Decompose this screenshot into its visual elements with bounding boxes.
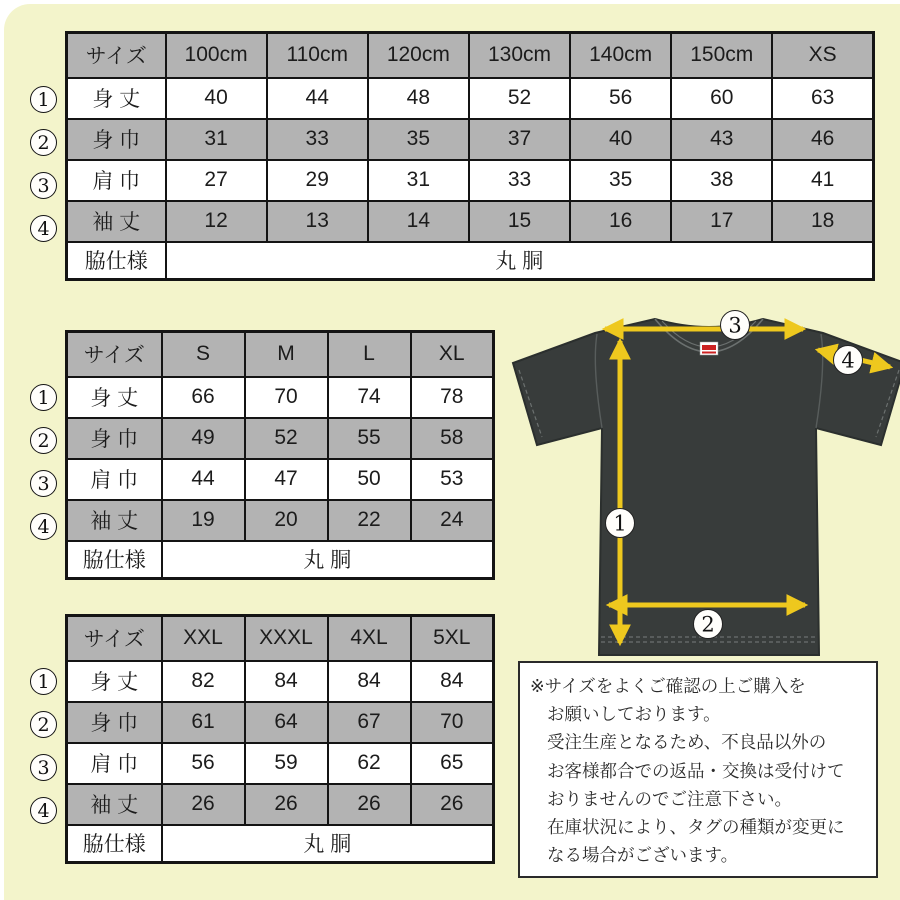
cell: 13 [267, 201, 368, 242]
column-header: XXXL [245, 616, 328, 661]
row-label: 肩 巾 [67, 160, 166, 201]
table-row [67, 78, 874, 119]
row-label: 脇仕様 [67, 242, 166, 280]
column-header: M [245, 332, 328, 377]
cell: 46 [772, 119, 873, 160]
cell: 56 [162, 743, 245, 784]
row-label: 身 巾 [67, 119, 166, 160]
row-label: 袖 丈 [67, 201, 166, 242]
row-label: 脇仕様 [67, 825, 162, 863]
column-header: S [162, 332, 245, 377]
svg-text:3: 3 [728, 313, 742, 338]
row-marker-2: 2 [30, 711, 57, 738]
cell: 84 [411, 661, 494, 702]
table-row [67, 418, 494, 459]
table-row [67, 784, 494, 825]
row-marker-3: 3 [30, 470, 57, 497]
row-label: 身 巾 [67, 702, 162, 743]
table-row [67, 119, 874, 160]
table-row [67, 201, 874, 242]
svg-text:1: 1 [613, 511, 627, 536]
cell: 82 [162, 661, 245, 702]
column-header: 4XL [328, 616, 411, 661]
table-header-row [67, 332, 494, 377]
table-header-row [67, 33, 874, 78]
row-label: 身 巾 [67, 418, 162, 459]
cell: 26 [328, 784, 411, 825]
table-footer-row [67, 242, 874, 280]
size-table-big [65, 614, 495, 864]
cell: 74 [328, 377, 411, 418]
row-marker-4: 4 [30, 513, 57, 540]
cell: 49 [162, 418, 245, 459]
row-marker-1: 1 [30, 384, 57, 411]
svg-text:4: 4 [841, 348, 855, 373]
cell: 41 [772, 160, 873, 201]
cell: 20 [245, 500, 328, 541]
table-row [67, 459, 494, 500]
cell: 18 [772, 201, 873, 242]
cell: 62 [328, 743, 411, 784]
column-header: 150cm [671, 33, 772, 78]
cell: 48 [368, 78, 469, 119]
cell: 56 [570, 78, 671, 119]
cell: 22 [328, 500, 411, 541]
cell: 27 [166, 160, 267, 201]
row-marker-1: 1 [30, 86, 57, 113]
cell: 38 [671, 160, 772, 201]
footer-value: 丸 胴 [162, 825, 494, 863]
note-line: お客様都合での返品・交換は受付けて [547, 760, 845, 781]
diagram-marker-3 [721, 311, 750, 340]
cell: 50 [328, 459, 411, 500]
tshirt-measurement-diagram [505, 303, 900, 665]
table-footer-row [67, 825, 494, 863]
cell: 16 [570, 201, 671, 242]
cell: 58 [411, 418, 494, 459]
cell: 55 [328, 418, 411, 459]
cell: 84 [245, 661, 328, 702]
table-row [67, 661, 494, 702]
diagram-marker-4 [834, 346, 863, 375]
note-line: なる場合がございます。 [547, 845, 739, 866]
row-marker-3: 3 [30, 172, 57, 199]
column-header: 5XL [411, 616, 494, 661]
note-line: 在庫状況により、タグの種類が変更に [547, 817, 845, 838]
row-marker-1: 1 [30, 668, 57, 695]
column-header: L [328, 332, 411, 377]
column-header: XXL [162, 616, 245, 661]
footer-value: 丸 胴 [166, 242, 874, 280]
note-line: おりませんのでご注意下さい。 [547, 788, 792, 809]
table-row [67, 500, 494, 541]
cell: 47 [245, 459, 328, 500]
cell: 61 [162, 702, 245, 743]
diagram-marker-1 [606, 509, 635, 538]
cell: 84 [328, 661, 411, 702]
cell: 31 [166, 119, 267, 160]
table-header-row [67, 616, 494, 661]
size-table-kids [65, 31, 875, 281]
row-label: 脇仕様 [67, 541, 162, 579]
column-header: 110cm [267, 33, 368, 78]
cell: 65 [411, 743, 494, 784]
cell: 33 [469, 160, 570, 201]
note-line: ※サイズをよくご確認の上ご購入を [530, 676, 806, 696]
cell: 17 [671, 201, 772, 242]
cell: 40 [166, 78, 267, 119]
row-marker-4: 4 [30, 797, 57, 824]
footer-value: 丸 胴 [162, 541, 494, 579]
row-label: 袖 丈 [67, 784, 162, 825]
row-marker-4: 4 [30, 215, 57, 242]
row-label: 肩 巾 [67, 743, 162, 784]
cell: 63 [772, 78, 873, 119]
table-row [67, 160, 874, 201]
cell: 64 [245, 702, 328, 743]
cell: 33 [267, 119, 368, 160]
note-line: お願いしております。 [547, 704, 721, 725]
row-label: 身 丈 [67, 661, 162, 702]
cell: 70 [411, 702, 494, 743]
column-header: XS [772, 33, 873, 78]
cell: 31 [368, 160, 469, 201]
cell: 35 [368, 119, 469, 160]
row-label: 身 丈 [67, 78, 166, 119]
column-header: 100cm [166, 33, 267, 78]
size-table-adult [65, 330, 495, 580]
cell: 44 [162, 459, 245, 500]
cell: 78 [411, 377, 494, 418]
cell: 12 [166, 201, 267, 242]
column-header: XL [411, 332, 494, 377]
cell: 26 [162, 784, 245, 825]
table-footer-row [67, 541, 494, 579]
note-line: 受注生産となるため、不良品以外の [547, 732, 827, 753]
cell: 15 [469, 201, 570, 242]
cell: 52 [245, 418, 328, 459]
cell: 52 [469, 78, 570, 119]
size-header-cell: サイズ [67, 33, 166, 78]
size-header-cell: サイズ [67, 616, 162, 661]
row-marker-3: 3 [30, 754, 57, 781]
cell: 19 [162, 500, 245, 541]
cell: 35 [570, 160, 671, 201]
cell: 43 [671, 119, 772, 160]
cell: 29 [267, 160, 368, 201]
size-header-cell: サイズ [67, 332, 162, 377]
svg-text:2: 2 [701, 612, 715, 637]
cell: 24 [411, 500, 494, 541]
cell: 37 [469, 119, 570, 160]
cell: 70 [245, 377, 328, 418]
cell: 44 [267, 78, 368, 119]
diagram-marker-2 [694, 610, 723, 639]
cell: 60 [671, 78, 772, 119]
cell: 53 [411, 459, 494, 500]
cell: 67 [328, 702, 411, 743]
row-marker-2: 2 [30, 427, 57, 454]
cell: 66 [162, 377, 245, 418]
row-label: 身 丈 [67, 377, 162, 418]
brand-tag-icon [700, 342, 718, 355]
column-header: 130cm [469, 33, 570, 78]
row-label: 肩 巾 [67, 459, 162, 500]
row-label: 袖 丈 [67, 500, 162, 541]
cell: 26 [411, 784, 494, 825]
cell: 26 [245, 784, 328, 825]
purchase-note-box [518, 661, 878, 878]
cell: 14 [368, 201, 469, 242]
row-marker-2: 2 [30, 129, 57, 156]
table-row [67, 743, 494, 784]
cell: 59 [245, 743, 328, 784]
table-row [67, 377, 494, 418]
table-row [67, 702, 494, 743]
column-header: 120cm [368, 33, 469, 78]
cell: 40 [570, 119, 671, 160]
column-header: 140cm [570, 33, 671, 78]
